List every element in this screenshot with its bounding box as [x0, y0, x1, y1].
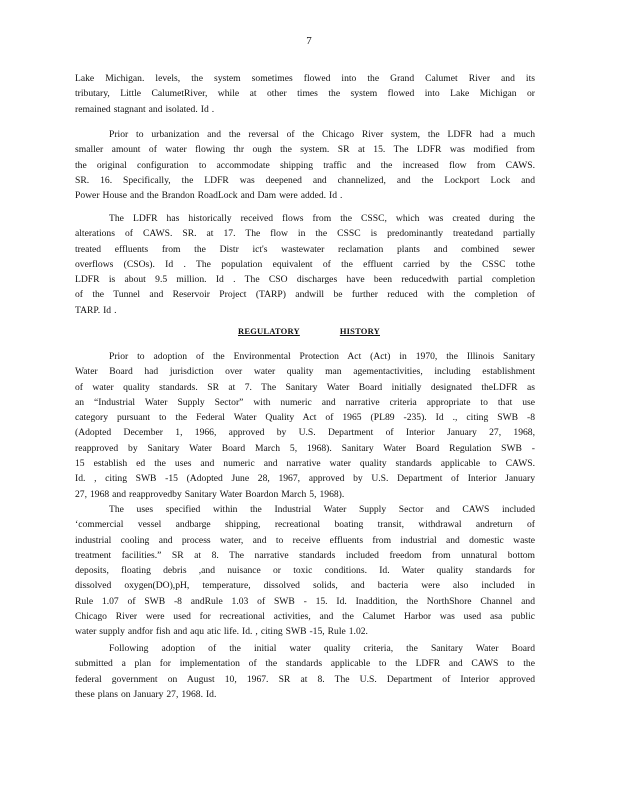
text-line: water supply andfor fish and aqu atic life. Id. , citing SWB -15, Rule 1.02.: [75, 626, 368, 638]
text-line: overflows (CSOs). Id . The population equivalent of the effluent carried by the CSSC tothe: [75, 258, 535, 270]
text-line: Prior to urbanization and the reversal of the Chicago River system, the LDFR had a much: [109, 129, 535, 140]
text-line: Following adoption of the initial water quality criteria, the Sanitary Water Board: [109, 643, 535, 654]
text-line: the original configuration to accommodate shipping traffic and the increased flow from CAWS.: [75, 159, 535, 171]
text-line: Power House and the Brandon RoadLock and Dam were added. Id .: [75, 190, 343, 202]
text-line: industrial cooling and process water, and to receive effluents from industrial and domestic waste: [75, 534, 535, 546]
paragraph-5: [75, 502, 535, 640]
text-line: reapproved by Sanitary Water Board March 5, 1968). Sanitary Water Board Regulation SWB -: [75, 442, 535, 454]
text-line: of the Tunnel and Reservoir Project (TARP) andwill be further reduced with the completion of: [75, 289, 535, 301]
text-line: Lake Michigan. levels, the system sometimes flowed into the Grand Calumet River and its: [75, 73, 535, 84]
paragraph-6: [75, 641, 535, 702]
text-line: Prior to adoption of the Environmental Protection Act (Act) in 1970, the Illinois Sanitary: [109, 351, 535, 362]
paragraph-2: [75, 127, 535, 203]
text-line: The uses specified within the Industrial Water Supply Sector and CAWS included: [109, 504, 535, 515]
text-line: deposits, floating debris ,and nuisance or toxic conditions. Id. Water quality standards for: [75, 565, 535, 577]
text-line: dissolved oxygen(DO),pH, temperature, dissolved solids, and bacteria were also included in: [75, 580, 535, 592]
text-line: treated effluents from the Distr ict's wastewater reclamation plants and combined sewer: [75, 243, 535, 255]
text-line: smaller amount of water flowing thr ough the system. SR at 15. The LDFR was modified from: [75, 144, 535, 156]
text-line: SR. 16. Specifically, the LDFR was deepened and channelized, and the Lockport Lock and: [75, 174, 535, 186]
text-line: Rule 1.07 of SWB -8 andRule 1.03 of SWB - 15. Id. Inaddition, the NorthShore Channel and: [75, 595, 535, 607]
text-line: Chicago River were used for recreational activities, and the Calumet Harbor was used asa public: [75, 611, 535, 623]
heading-word: HISTORY: [339, 326, 380, 336]
text-line: category pursuant to the Federal Water Quality Act of 1965 (PL89 -235). Id ., citing SWB -8: [75, 412, 535, 424]
text-line: alterations of CAWS. SR. at 17. The flow in the CSSC is predominantly treatedand partially: [75, 228, 535, 240]
text-line: tributary, Little CalumetRiver, while at other times the system flowed into Lake Michigan or: [75, 88, 535, 100]
text-line: Id. , citing SWB -15 (Adopted June 28, 1967, approved by U.S. Department of Interior January: [75, 473, 535, 485]
text-line: (Adopted December 1, 1966, approved by U.S. Department of Interior January 27, 1968,: [75, 427, 535, 439]
text-line: 15 establish ed the uses and numeric and narrative water quality standards applicable to CAWS.: [75, 458, 535, 470]
text-line: federal government on August 10, 1967. SR at 8. The U.S. Department of Interior approved: [75, 673, 535, 685]
paragraph-4: [75, 349, 535, 502]
text-line: submitted a plan for implementation of the standards applicable to the LDFR and CAWS to the: [75, 658, 535, 670]
text-line: an “Industrial Water Supply Sector” with numeric and narrative criteria appropriate to that use: [75, 396, 535, 408]
text-line: Water Board had jurisdiction over water quality man agementactivities, including establishment: [75, 366, 535, 378]
text-line: The LDFR has historically received flows from the CSSC, which was created during the: [109, 213, 535, 224]
text-line: remained stagnant and isolated. Id .: [75, 103, 215, 115]
paragraph-3: [75, 211, 535, 318]
text-line: treatment facilities.” SR at 8. The narrative standards included freedom from unnatural bottom: [75, 549, 535, 561]
text-line: ‘commercial vessel andbarge shipping, recreational boating transit, withdrawal andreturn of: [75, 519, 535, 531]
text-line: LDFR is about 9.5 million. Id . The CSO discharges have been reducedwith partial completion: [75, 274, 535, 286]
text-line: 27, 1968 and reapprovedby Sanitary Water Boardon March 5, 1968).: [75, 488, 345, 500]
text-line: of water quality standards. SR at 7. The Sanitary Water Board initially designated theLDFR as: [75, 381, 535, 393]
section-heading: [0, 326, 618, 336]
page-number: 7: [306, 35, 312, 47]
text-line: TARP. Id .: [75, 304, 117, 316]
paragraph-1: [75, 71, 535, 117]
heading-word: REGULATORY: [238, 326, 300, 336]
text-line: these plans on January 27, 1968. Id.: [75, 688, 217, 700]
